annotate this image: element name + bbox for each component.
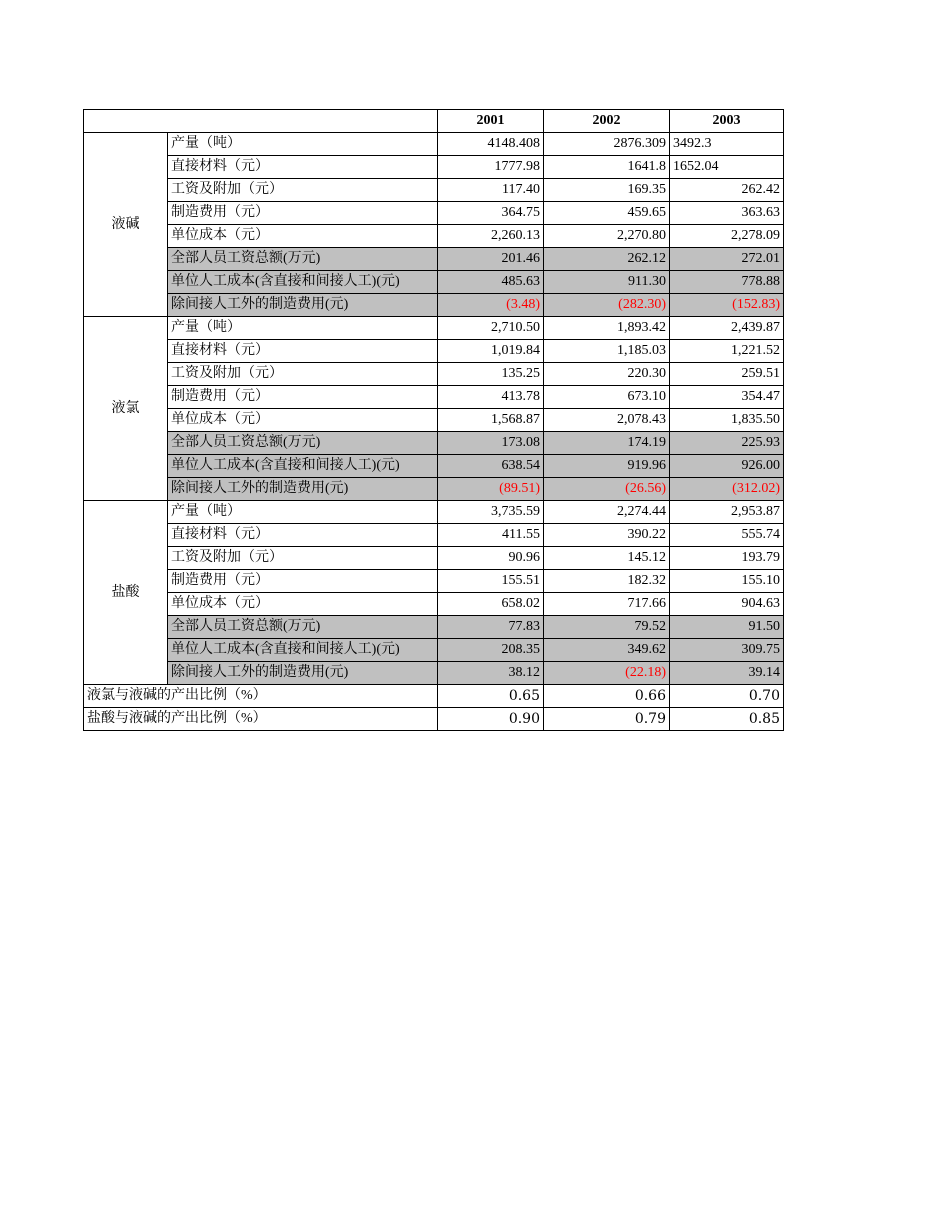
ratio-value-cell-2002[interactable]: 0.66 — [544, 685, 670, 708]
value-cell-2002[interactable]: 2,274.44 — [544, 501, 670, 524]
product-group-cell[interactable]: 盐酸 — [84, 501, 168, 685]
row-label-cell[interactable]: 制造费用（元） — [168, 202, 438, 225]
row-label-cell[interactable]: 单位人工成本(含直接和间接人工)(元) — [168, 455, 438, 478]
value-cell-2003[interactable]: 225.93 — [670, 432, 784, 455]
row-label-cell[interactable]: 产量（吨） — [168, 317, 438, 340]
table-row — [84, 616, 784, 639]
value-cell-2003[interactable]: (312.02) — [670, 478, 784, 501]
value-cell-2003[interactable]: 193.79 — [670, 547, 784, 570]
table-row — [84, 225, 784, 248]
value-cell-2003[interactable]: 363.63 — [670, 202, 784, 225]
row-label-cell[interactable]: 产量（吨） — [168, 133, 438, 156]
table-row — [84, 478, 784, 501]
value-cell-2001[interactable]: 208.35 — [438, 639, 544, 662]
value-cell-2002[interactable]: 349.62 — [544, 639, 670, 662]
table-row — [84, 248, 784, 271]
row-label-cell[interactable]: 制造费用（元） — [168, 386, 438, 409]
value-cell-2003[interactable]: 1652.04 — [670, 156, 784, 179]
value-cell-2002[interactable]: 262.12 — [544, 248, 670, 271]
value-cell-2001[interactable]: 2,260.13 — [438, 225, 544, 248]
table-row — [84, 202, 784, 225]
row-label-cell[interactable]: 工资及附加（元） — [168, 179, 438, 202]
value-cell-2003[interactable]: 272.01 — [670, 248, 784, 271]
value-cell-2003[interactable]: (152.83) — [670, 294, 784, 317]
value-cell-2003[interactable]: 926.00 — [670, 455, 784, 478]
table-row — [84, 179, 784, 202]
value-cell-2001[interactable]: 173.08 — [438, 432, 544, 455]
value-cell-2002[interactable]: 459.65 — [544, 202, 670, 225]
ratio-row — [84, 685, 784, 708]
value-cell-2003[interactable]: 1,835.50 — [670, 409, 784, 432]
value-cell-2003[interactable]: 262.42 — [670, 179, 784, 202]
table-row — [84, 317, 784, 340]
row-label-cell[interactable]: 单位人工成本(含直接和间接人工)(元) — [168, 271, 438, 294]
cost-table — [83, 109, 784, 731]
value-cell-2001[interactable]: 38.12 — [438, 662, 544, 685]
value-cell-2003[interactable]: 39.14 — [670, 662, 784, 685]
table-row — [84, 501, 784, 524]
value-cell-2002[interactable]: 673.10 — [544, 386, 670, 409]
table-row — [84, 639, 784, 662]
value-cell-2001[interactable]: 485.63 — [438, 271, 544, 294]
value-cell-2001[interactable]: 638.54 — [438, 455, 544, 478]
ratio-value-cell-2001[interactable]: 0.90 — [438, 708, 544, 731]
value-cell-2001[interactable]: 4148.408 — [438, 133, 544, 156]
value-cell-2001[interactable]: 2,710.50 — [438, 317, 544, 340]
row-label-cell[interactable]: 单位人工成本(含直接和间接人工)(元) — [168, 639, 438, 662]
row-label-cell[interactable]: 单位成本（元） — [168, 409, 438, 432]
year-2003-header[interactable]: 2003 — [670, 110, 784, 133]
row-label-cell[interactable]: 除间接人工外的制造费用(元) — [168, 294, 438, 317]
value-cell-2002[interactable]: 390.22 — [544, 524, 670, 547]
table-row — [84, 455, 784, 478]
value-cell-2002[interactable]: 1,185.03 — [544, 340, 670, 363]
value-cell-2003[interactable]: 354.47 — [670, 386, 784, 409]
value-cell-2001[interactable]: 411.55 — [438, 524, 544, 547]
table-row — [84, 409, 784, 432]
value-cell-2002[interactable]: 145.12 — [544, 547, 670, 570]
row-label-cell[interactable]: 单位成本（元） — [168, 225, 438, 248]
table-row — [84, 363, 784, 386]
value-cell-2002[interactable]: (282.30) — [544, 294, 670, 317]
row-label-cell[interactable]: 除间接人工外的制造费用(元) — [168, 478, 438, 501]
value-cell-2003[interactable]: 91.50 — [670, 616, 784, 639]
value-cell-2001[interactable]: 1777.98 — [438, 156, 544, 179]
value-cell-2002[interactable]: 2,270.80 — [544, 225, 670, 248]
row-label-cell[interactable]: 全部人员工资总额(万元) — [168, 616, 438, 639]
table-row — [84, 593, 784, 616]
product-group-cell[interactable]: 液氯 — [84, 317, 168, 501]
row-label-cell[interactable]: 单位成本（元） — [168, 593, 438, 616]
value-cell-2001[interactable]: 3,735.59 — [438, 501, 544, 524]
table-row — [84, 570, 784, 593]
value-cell-2003[interactable]: 2,953.87 — [670, 501, 784, 524]
table-row — [84, 386, 784, 409]
value-cell-2003[interactable]: 3492.3 — [670, 133, 784, 156]
ratio-value-cell-2003[interactable]: 0.70 — [670, 685, 784, 708]
table-row — [84, 156, 784, 179]
value-cell-2002[interactable]: 717.66 — [544, 593, 670, 616]
ratio-label-cell[interactable]: 盐酸与液碱的产出比例（%） — [84, 708, 438, 731]
value-cell-2003[interactable]: 904.63 — [670, 593, 784, 616]
value-cell-2003[interactable]: 2,439.87 — [670, 317, 784, 340]
value-cell-2002[interactable]: 174.19 — [544, 432, 670, 455]
value-cell-2002[interactable]: 169.35 — [544, 179, 670, 202]
row-label-cell[interactable]: 除间接人工外的制造费用(元) — [168, 662, 438, 685]
value-cell-2003[interactable]: 309.75 — [670, 639, 784, 662]
ratio-row — [84, 708, 784, 731]
table-row — [84, 432, 784, 455]
table-row — [84, 662, 784, 685]
row-label-cell[interactable]: 直接材料（元） — [168, 524, 438, 547]
value-cell-2001[interactable]: 413.78 — [438, 386, 544, 409]
value-cell-2001[interactable]: 155.51 — [438, 570, 544, 593]
value-cell-2001[interactable]: 90.96 — [438, 547, 544, 570]
row-label-cell[interactable]: 产量（吨） — [168, 501, 438, 524]
row-label-cell[interactable]: 工资及附加（元） — [168, 363, 438, 386]
value-cell-2003[interactable]: 259.51 — [670, 363, 784, 386]
row-label-cell[interactable]: 制造费用（元） — [168, 570, 438, 593]
table-row — [84, 547, 784, 570]
table-row — [84, 340, 784, 363]
value-cell-2002[interactable]: 1,893.42 — [544, 317, 670, 340]
value-cell-2003[interactable]: 2,278.09 — [670, 225, 784, 248]
row-label-cell[interactable]: 工资及附加（元） — [168, 547, 438, 570]
value-cell-2002[interactable]: 79.52 — [544, 616, 670, 639]
value-cell-2002[interactable]: (22.18) — [544, 662, 670, 685]
table-row — [84, 524, 784, 547]
year-2002-header[interactable]: 2002 — [544, 110, 670, 133]
value-cell-2001[interactable]: 658.02 — [438, 593, 544, 616]
row-label-cell[interactable]: 全部人员工资总额(万元) — [168, 432, 438, 455]
product-group-cell[interactable]: 液碱 — [84, 133, 168, 317]
value-cell-2002[interactable]: 911.30 — [544, 271, 670, 294]
ratio-value-cell-2001[interactable]: 0.65 — [438, 685, 544, 708]
value-cell-2001[interactable]: 1,019.84 — [438, 340, 544, 363]
header-row — [84, 110, 784, 133]
value-cell-2003[interactable]: 155.10 — [670, 570, 784, 593]
value-cell-2002[interactable]: (26.56) — [544, 478, 670, 501]
header-blank-cell[interactable] — [84, 110, 438, 133]
value-cell-2001[interactable]: (3.48) — [438, 294, 544, 317]
value-cell-2001[interactable]: 77.83 — [438, 616, 544, 639]
ratio-label-cell[interactable]: 液氯与液碱的产出比例（%） — [84, 685, 438, 708]
ratio-value-cell-2002[interactable]: 0.79 — [544, 708, 670, 731]
value-cell-2001[interactable]: 117.40 — [438, 179, 544, 202]
value-cell-2001[interactable]: 364.75 — [438, 202, 544, 225]
value-cell-2002[interactable]: 919.96 — [544, 455, 670, 478]
table-row — [84, 133, 784, 156]
value-cell-2001[interactable]: (89.51) — [438, 478, 544, 501]
ratio-value-cell-2003[interactable]: 0.85 — [670, 708, 784, 731]
value-cell-2002[interactable]: 182.32 — [544, 570, 670, 593]
row-label-cell[interactable]: 直接材料（元） — [168, 340, 438, 363]
value-cell-2001[interactable]: 135.25 — [438, 363, 544, 386]
row-label-cell[interactable]: 全部人员工资总额(万元) — [168, 248, 438, 271]
row-label-cell[interactable]: 直接材料（元） — [168, 156, 438, 179]
value-cell-2002[interactable]: 2876.309 — [544, 133, 670, 156]
table-row — [84, 294, 784, 317]
value-cell-2001[interactable]: 201.46 — [438, 248, 544, 271]
value-cell-2001[interactable]: 1,568.87 — [438, 409, 544, 432]
table-row — [84, 271, 784, 294]
value-cell-2002[interactable]: 2,078.43 — [544, 409, 670, 432]
value-cell-2002[interactable]: 1641.8 — [544, 156, 670, 179]
value-cell-2002[interactable]: 220.30 — [544, 363, 670, 386]
value-cell-2003[interactable]: 555.74 — [670, 524, 784, 547]
value-cell-2003[interactable]: 1,221.52 — [670, 340, 784, 363]
value-cell-2003[interactable]: 778.88 — [670, 271, 784, 294]
year-2001-header[interactable]: 2001 — [438, 110, 544, 133]
